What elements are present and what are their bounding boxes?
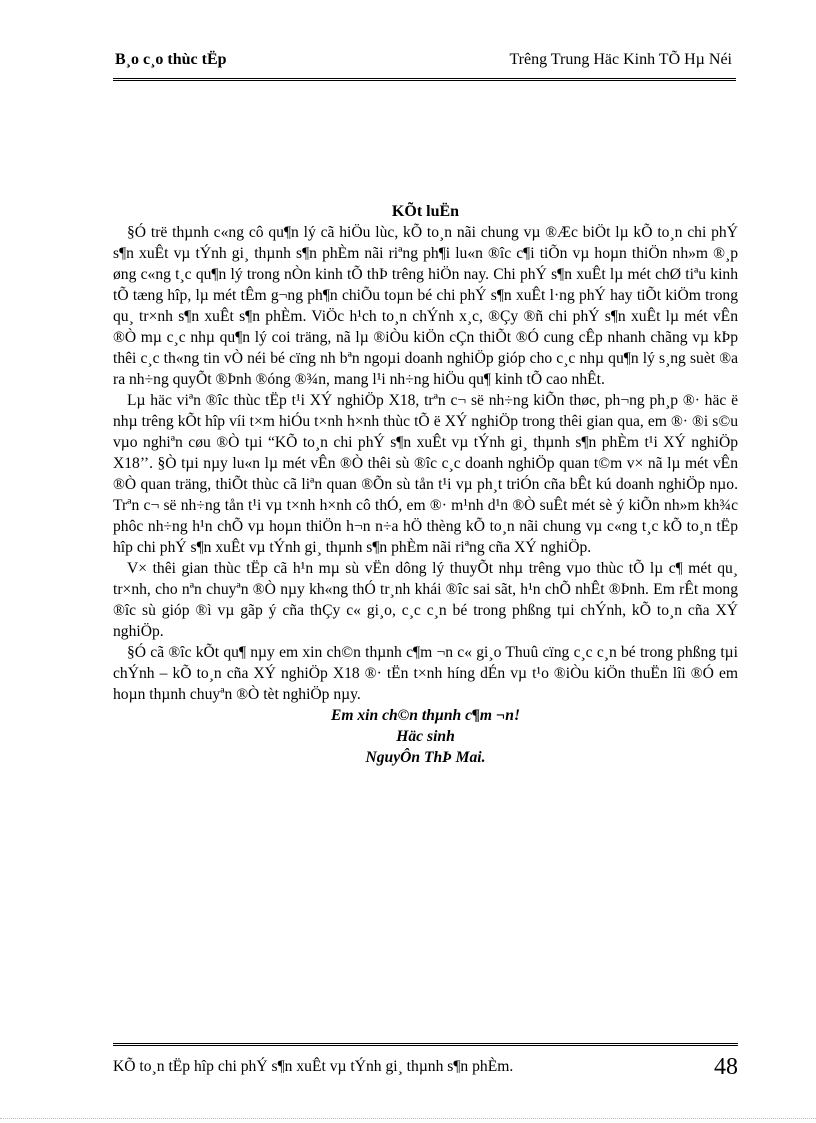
- paragraph-3: V× thêi gian thùc tËp cã h¹n mµ sù vËn dông lý thuyÕt nhµ trêng vµo thùc tÕ lµ c¶ mét qu¸ tr×nh, cho nªn chuyªn ®Ò nµy kh«ng thÓ tr¸nh khái ®îc sai sãt, h¹n chÕ nhÊt ®Þnh. Em rÊt mong ®îc sù gióp ®ì vµ gãp ý cña thÇy c« gi¸o, c¸c c¸n bé trong phßng tµi chÝnh, kÕ to¸n cña XÝ nghiÖp.: [113, 560, 738, 640]
- page-bottom-divider: [0, 1118, 816, 1119]
- signature-name: NguyÔn ThÞ Mai.: [365, 749, 486, 766]
- paragraph-4: §Ó cã ®îc kÕt qu¶ nµy em xin ch©n thµnh c¶m ¬n c« gi¸o Thuû cïng c¸c c¸n bé trong phßng tµi chÝnh – kÕ to¸n cña XÝ nghiÖp X18 ®· tËn t×nh híng dÉn vµ t¹o ®iÒu kiÖn thuËn lîi ®Ó em hoµn thµnh chuyªn ®Ò tèt nghiÖp nµy.: [113, 644, 738, 703]
- page-header: [113, 48, 736, 81]
- footer-topic: KÕ to¸n tËp hîp chi phÝ s¶n xuÊt vµ tÝnh gi¸ thµnh s¶n phÈm.: [113, 1058, 514, 1075]
- page-footer: [113, 1043, 738, 1090]
- header-report-title: B¸o c¸o thùc tËp: [115, 51, 227, 68]
- header-school-name: Trêng Trung Häc Kinh TÕ Hµ Néi: [509, 51, 732, 68]
- page-number: 48: [714, 1054, 738, 1080]
- paragraph-2: Lµ häc viªn ®îc thùc tËp t¹i XÝ nghiÖp X18, trªn c¬ së nh÷ng kiÕn thøc, ph¬ng ph¸p ®· häc ë nhµ trêng kÕt hîp víi t×m hiÓu t×nh h×nh thùc tÕ ë XÝ nghiÖp trong thêi gian qua, em ®· ®i s©u vµo nghiªn cøu ®Ò tµi “KÕ to¸n chi phÝ s¶n xuÊt vµ tÝnh gi¸ thµnh s¶n phÈm t¹i XÝ nghiÖp X18’’. §Ò tµi nµy lu«n lµ mét vÊn ®Ò thêi sù ®îc c¸c doanh nghiÖp quan t©m v× nã lµ mét vÊn ®Ò quan träng, thiÕt thùc cã liªn quan ®Õn sù tån t¹i vµ ph¸t triÓn cña bÊt kú doanh nghiÖp nµo. Trªn c¬ së nh÷ng tån t¹i vµ t×nh h×nh cô thÓ, em ®· m¹nh d¹n ®Ò suÊt mét sè ý kiÕn nh»m kh¾c phôc nh÷ng h¹n chÕ vµ hoµn thiÖn h¬n n÷a hÖ thèng kÕ to¸n nãi chung vµ c«ng t¸c kÕ to¸n tËp hîp chi phÝ s¶n xuÊt vµ tÝnh gi¸ thµnh s¶n phÈm nãi riªng cña XÝ nghiÖp.: [113, 392, 738, 556]
- document-body: [113, 201, 738, 768]
- paragraph-1: §Ó trë thµnh c«ng cô qu¶n lý cã hiÖu lùc, kÕ to¸n nãi chung vµ ®Æc biÖt lµ kÕ to¸n chi phÝ s¶n xuÊt vµ tÝnh gi¸ thµnh s¶n phÈm nãi riªng ph¶i lu«n ®îc c¶i tiÕn vµ hoµn thiÖn nh»m ®¸p øng c«ng t¸c qu¶n lý trong nÒn kinh tÕ thÞ trêng hiÖn nay. Chi phÝ s¶n xuÊt lµ mét chØ tiªu kinh tÕ tæng hîp, lµ mét tÊm g¬ng ph¶n chiÕu toµn bé chi phÝ s¶n xuÊt l·ng phÝ hay tiÕt kiÖm trong qu¸ tr×nh s¶n xuÊt s¶n phÈm. ViÖc h¹ch to¸n chÝnh x¸c, ®Çy ®ñ chi phÝ s¶n xuÊt lµ mét vÊn ®Ò mµ c¸c nhµ qu¶n lý coi träng, nã lµ ®iÒu kiÖn cÇn thiÕt ®Ó cung cÊp nhanh chãng vµ kÞp thêi c¸c th«ng tin vÒ néi bé cïng nh bªn ngoµi doanh nghiÖp gióp cho c¸c nhµ qu¶n lý s¸ng suèt ®a ra nh÷ng quyÕt ®Þnh ®óng ®¾n, mang l¹i nh÷ng hiÖu qu¶ kinh tÕ cao nhÊt.: [113, 224, 738, 388]
- signature-thanks: Em xin ch©n thµnh c¶m ¬n!: [330, 707, 521, 724]
- signature-role: Häc sinh: [396, 728, 455, 745]
- section-title: KÕt luËn: [391, 203, 460, 220]
